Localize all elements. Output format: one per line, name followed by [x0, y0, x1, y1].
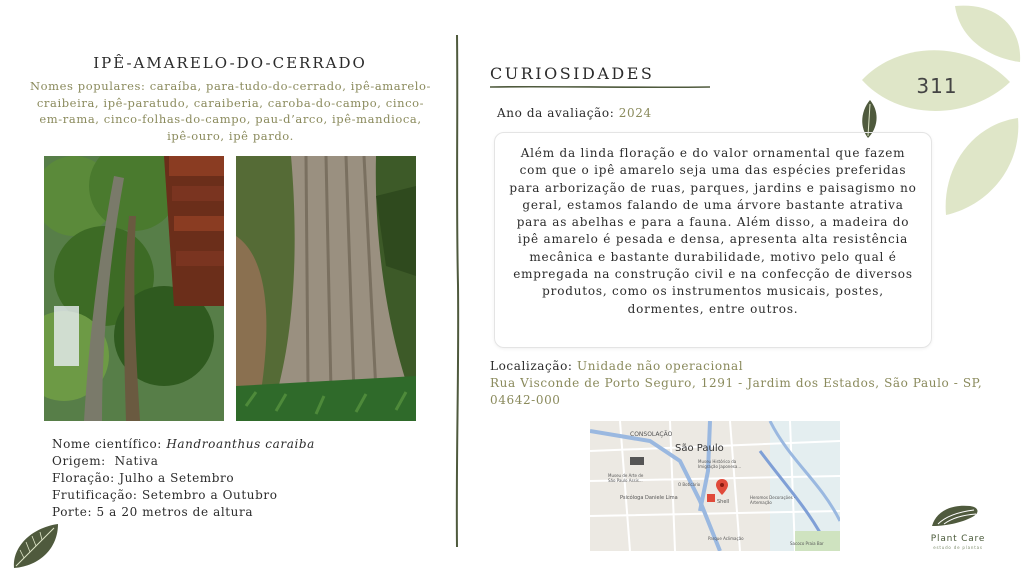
- location-label: Localização:: [490, 359, 577, 373]
- map-poi-psicologa: Psicóloga Daniele Lima: [620, 495, 678, 501]
- evaluation-year: [497, 106, 652, 120]
- popular-names: Nomes populares: caraíba, para-tudo-do-cerrado, ipê-amarelo-craibeira, ipê-paratudo, caraiberia, caroba-do-campo, cinco-em-rama, cinco-folhas-do-campo, pau-d’arco, ipê-mandioca, ipê-ouro, ipê pardo.: [29, 79, 432, 143]
- location-unit: Unidade não operacional: [576, 359, 744, 373]
- map-poi-masp: Museu de Arte de São Paulo Assis...: [608, 473, 644, 483]
- page-number: 311: [916, 74, 958, 98]
- location-block: [490, 358, 990, 409]
- map-poi-bar: Sacoco Praia Bar: [790, 541, 824, 546]
- fact-fruiting: Frutificação: Setembro a Outubro: [52, 488, 278, 502]
- curiosities-box: [494, 132, 932, 348]
- map-poi-shell: Shell: [717, 499, 730, 505]
- column-divider: [454, 35, 461, 547]
- species-facts: [52, 436, 315, 521]
- brand-name: Plant Care: [930, 534, 986, 544]
- year-label: Ano da avaliação:: [497, 106, 619, 120]
- fact-flowering: Floração: Julho a Setembro: [52, 471, 235, 485]
- tree-photo-trunk: [236, 156, 416, 421]
- location-map[interactable]: [590, 421, 840, 551]
- curiosities-text: Além da linda floração e do valor ornamental que fazem com que o ipê amarelo seja uma das espécies preferidas para arborização de ruas, parques, jardins e paisagismo no geral, estamos falando de uma árvore bastante atrativa para as abelhas e para a fauna. Além disso, a madeira do ipê amarelo é pesada e densa, apresenta alta resistência mecânica e bastante durabilidade, motivo pelo qual é empregada na construção civil e na confecção de diversos produtos, como os instrumentos musicais, postes, dormentes, entre outros.: [509, 146, 917, 316]
- brand-tagline: estudo de plantas: [933, 545, 983, 550]
- scientific-name-label: Nome científico:: [52, 437, 167, 451]
- map-city: São Paulo: [675, 443, 724, 454]
- map-poi-store: Heromos Decorações - Artemação: [750, 495, 796, 505]
- location-address: Rua Visconde de Porto Seguro, 1291 - Jardim dos Estados, São Paulo - SP, 04642-000: [490, 376, 983, 407]
- fact-scientific-name: [52, 436, 315, 453]
- decorative-leaf-bottom-left: [10, 520, 62, 572]
- scientific-name-value: Handroanthus caraiba: [166, 437, 315, 451]
- map-poi-museum: Museu Histórico da Imigração Japonesa...: [698, 459, 742, 469]
- plant-care-logo-icon: [930, 502, 982, 532]
- curiosities-title: CURIOSIDADES: [490, 64, 655, 83]
- species-title: IPÊ-AMARELO-DO-CERRADO: [93, 54, 367, 72]
- map-poi-park: Parque Aclimação: [708, 536, 744, 541]
- map-district: CONSOLAÇÃO: [630, 431, 673, 438]
- fact-size: Porte: 5 a 20 metros de altura: [52, 505, 254, 519]
- year-value: 2024: [618, 106, 652, 120]
- tree-photo-canopy: [44, 156, 224, 421]
- fact-origin: Origem: Nativa: [52, 454, 159, 468]
- title-underline: [490, 85, 710, 89]
- map-poi-boticario: O Boticário: [678, 482, 701, 487]
